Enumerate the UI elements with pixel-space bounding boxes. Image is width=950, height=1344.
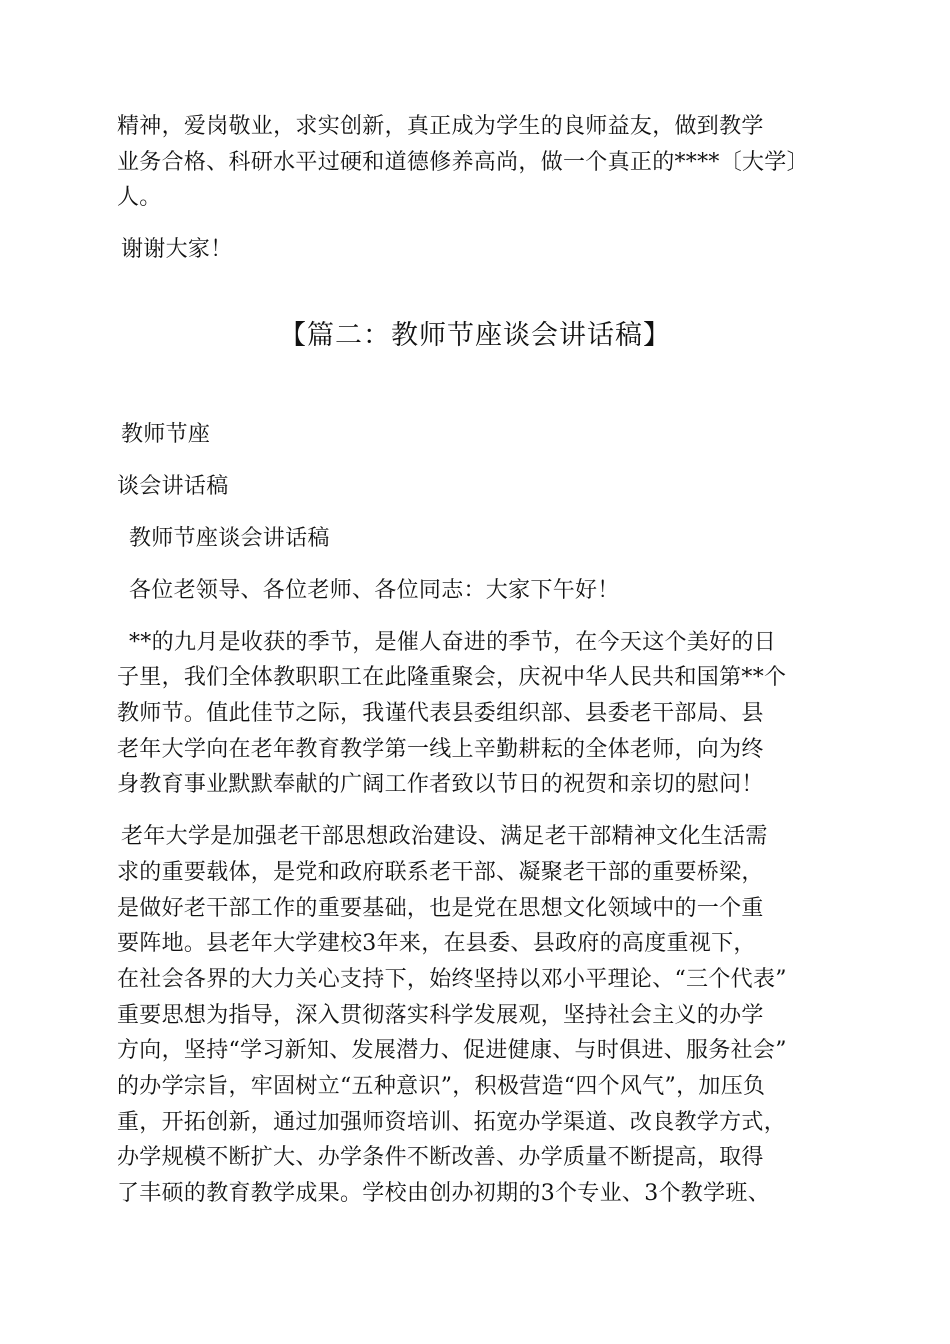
para2-line-1: 老年大学是加强老干部思想政治建设、满足老干部精神文化生活需 xyxy=(121,824,768,849)
greeting-line: 各位老领导、各位老师、各位同志：大家下午好！ xyxy=(129,578,620,603)
heading-line-1: 教师节座 xyxy=(121,422,211,447)
para2-line-6: 重要思想为指导，深入贯彻落实科学发展观，坚持社会主义的办学 xyxy=(117,1003,764,1028)
intro-line-3: 人。 xyxy=(117,185,162,210)
intro-line-1: 精神，爱岗敬业，求实创新，真正成为学生的良师益友，做到教学 xyxy=(117,114,764,139)
para2-line-3: 是做好老干部工作的重要基础，也是党在思想文化领域中的一个重 xyxy=(117,896,764,921)
para1-line-4: 老年大学向在老年教育教学第一线上辛勤耕耘的全体老师，向为终 xyxy=(117,737,764,762)
thanks-line: 谢谢大家！ xyxy=(121,237,233,262)
para2-line-4: 要阵地。县老年大学建校3年来，在县委、县政府的高度重视下， xyxy=(117,931,756,956)
para1-line-1: **的九月是收获的季节，是催人奋进的季节，在今天这个美好的日 xyxy=(129,630,777,655)
section-title: 【篇二：教师节座谈会讲话稿】 xyxy=(279,320,671,351)
para1-line-5: 身教育事业默默奉献的广阔工作者致以节日的祝贺和亲切的慰问！ xyxy=(117,772,764,797)
para2-line-7: 方向，坚持“学习新知、发展潜力、促进健康、与时俱进、服务社会” xyxy=(117,1038,787,1063)
para1-line-2: 子里，我们全体教职职工在此隆重聚会，庆祝中华人民共和国第**个 xyxy=(117,665,787,690)
heading-line-3: 教师节座谈会讲话稿 xyxy=(129,526,330,551)
para1-line-3: 教师节。值此佳节之际，我谨代表县委组织部、县委老干部局、县 xyxy=(117,701,764,726)
intro-line-2: 业务合格、科研水平过硬和道德修养高尚，做一个真正的****〔大学〕 xyxy=(117,150,809,175)
para2-line-8: 的办学宗旨，牢固树立“五种意识”，积极营造“四个风气”，加压负 xyxy=(117,1074,766,1099)
heading-line-2: 谈会讲话稿 xyxy=(117,474,229,499)
para2-line-5: 在社会各界的大力关心支持下，始终坚持以邓小平理论、“三个代表” xyxy=(117,967,787,992)
para2-line-10: 办学规模不断扩大、办学条件不断改善、办学质量不断提高，取得 xyxy=(117,1145,764,1170)
para2-line-2: 求的重要载体，是党和政府联系老干部、凝聚老干部的重要桥梁， xyxy=(117,860,764,885)
para2-line-9: 重，开拓创新，通过加强师资培训、拓宽办学渠道、改良教学方式， xyxy=(117,1110,787,1135)
para2-line-11: 了丰硕的教育教学成果。学校由创办初期的3个专业、3个教学班、 xyxy=(117,1181,770,1206)
